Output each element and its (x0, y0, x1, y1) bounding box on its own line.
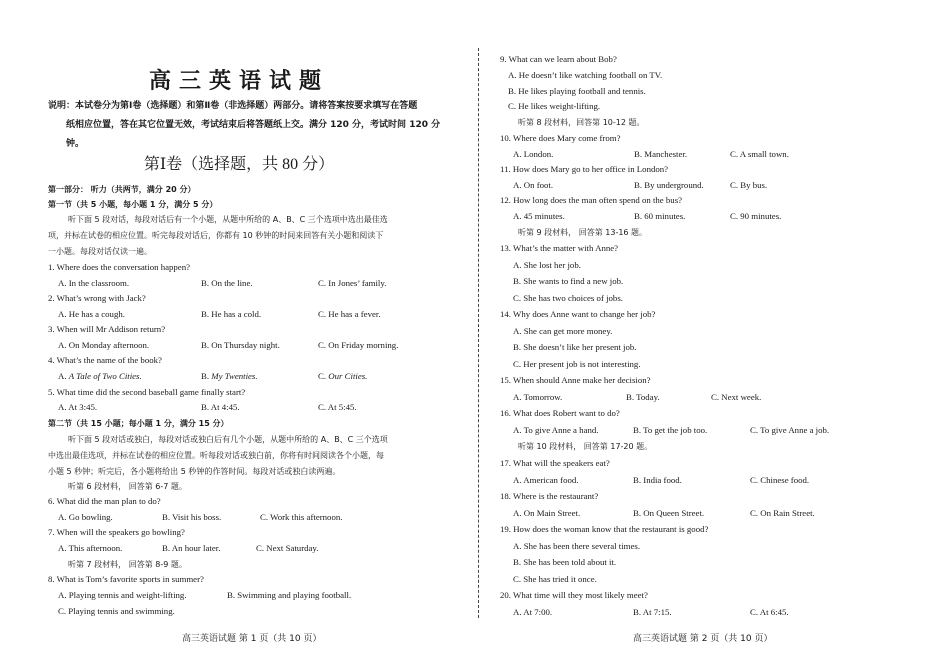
question-20: 20. What time will they most likely meet? (500, 590, 648, 600)
question-13: 13. What’s the matter with Anne? (500, 243, 619, 253)
section-instructions: 中选出最佳选项，并标在试卷的相应位置。听每段对话或独白前，你将有时间阅读各个小题，每 (48, 451, 384, 460)
question-9: 9. What can we learn about Bob? (500, 54, 617, 64)
section-instructions: 听下面 5 段对话或独白，每段对话或独白后有几个小题，从题中所给的 A、B、C 三个选项 (68, 435, 388, 444)
option-b: B. Manchester. (634, 149, 688, 159)
option-b: B. India food. (633, 475, 682, 485)
material-heading: 听第 10 段材料， 回答第 17-20 题。 (518, 442, 653, 451)
option-b: B. She doesn’t like her present job. (513, 342, 637, 352)
option-b: B. Today. (626, 392, 660, 402)
intro-line: 纸相应位置，答在其它位置无效，考试结束后将答题纸上交。满分 120 分，考试时间 120 分 (66, 120, 441, 130)
option-a: A. London. (513, 149, 554, 159)
option-b: B. At 4:45. (201, 402, 240, 412)
option-c: C. He has a fever. (318, 309, 381, 319)
option-a: A. He doesn’t like watching football on TV. (508, 70, 663, 80)
question-6: 6. What did the man plan to do? (48, 496, 161, 506)
question-15: 15. When should Anne make her decision? (500, 375, 651, 385)
material-heading: 听第 6 段材料， 回答第 6-7 题。 (68, 482, 187, 491)
option-a: A. 45 minutes. (513, 211, 565, 221)
option-a: A. In the classroom. (58, 278, 130, 288)
question-8: 8. What is Tom’s favorite sports in summer? (48, 574, 204, 584)
option-a: A. Playing tennis and weight-lifting. (58, 590, 187, 600)
option-b: B. He likes playing football and tennis. (508, 86, 646, 96)
option-c: C. Next Saturday. (256, 543, 319, 553)
intro-line: 说明：本试卷分为第Ⅰ卷（选择题）和第Ⅱ卷（非选择题）两部分。请将答案按要求填写在答题 (48, 101, 418, 111)
page-2 (478, 0, 950, 672)
option-c: C. Work this afternoon. (260, 512, 343, 522)
option-a: A. Go bowling. (58, 512, 113, 522)
option-a: A. On foot. (513, 180, 554, 190)
question-16: 16. What does Robert want to do? (500, 408, 620, 418)
option-a: A. To give Anne a hand. (513, 425, 599, 435)
option-c: C. A small town. (730, 149, 789, 159)
option-b: B. At 7:15. (633, 607, 672, 617)
question-19: 19. How does the woman know that the restaurant is good? (500, 524, 709, 534)
question-4: 4. What’s the name of the book? (48, 355, 162, 365)
option-c: C. Playing tennis and swimming. (58, 606, 175, 616)
option-a: A. This afternoon. (58, 543, 123, 553)
option-c: C. At 6:45. (750, 607, 789, 617)
option-a: A. Tomorrow. (513, 392, 563, 402)
option-c: C. At 5:45. (318, 402, 357, 412)
question-10: 10. Where does Mary come from? (500, 133, 621, 143)
option-c: C. Next week. (711, 392, 762, 402)
question-12: 12. How long does the man often spend on the bus? (500, 195, 683, 205)
option-c: C. To give Anne a job. (750, 425, 830, 435)
option-c: C. Our Cities. (318, 371, 368, 381)
option-c: C. He likes weight-lifting. (508, 101, 601, 111)
option-a: A. At 3:45. (58, 402, 98, 412)
question-17: 17. What will the speakers eat? (500, 458, 610, 468)
option-a: A. American food. (513, 475, 579, 485)
option-b: B. She has been told about it. (513, 557, 617, 567)
volume-heading: 第Ⅰ卷（选择题，共 80 分） (143, 156, 335, 173)
part-heading: 第一部分： 听力（共两节，满分 20 分） (48, 185, 196, 194)
option-b: B. By underground. (634, 180, 704, 190)
section-heading: 第一节（共 5 小题，每小题 1 分，满分 5 分） (48, 200, 218, 209)
exam-title: 高三英语试题 (148, 68, 329, 93)
material-heading: 听第 8 段材料，回答第 10-12 题。 (518, 118, 645, 127)
option-b: B. He has a cold. (201, 309, 262, 319)
material-heading: 听第 9 段材料， 回答第 13-16 题。 (518, 228, 648, 237)
option-a: A. She can get more money. (513, 326, 613, 336)
option-a: A. She lost her job. (513, 260, 581, 270)
material-heading: 听第 7 段材料， 回答第 8-9 题。 (68, 560, 187, 569)
option-c: C. On Friday morning. (318, 340, 399, 350)
option-b: B. 60 minutes. (634, 211, 686, 221)
option-b: B. My Twenties. (201, 371, 258, 381)
option-c: C. On Rain Street. (750, 508, 815, 518)
question-14: 14. Why does Anne want to change her job? (500, 309, 656, 319)
question-2: 2. What’s wrong with Jack? (48, 293, 146, 303)
question-3: 3. When will Mr Addison return? (48, 324, 166, 334)
option-b: B. On Queen Street. (633, 508, 705, 518)
page-footer: 高三英语试题 第 1 页（共 10 页） (182, 634, 322, 644)
question-11: 11. How does Mary go to her office in London? (500, 164, 669, 174)
section-instructions: 小题 5 秒钟；听完后，各小题将给出 5 秒钟的作答时间。每段对话或独白读两遍。 (48, 467, 341, 476)
option-b: B. To get the job too. (633, 425, 708, 435)
option-c: C. Her present job is not interesting. (513, 359, 641, 369)
option-a: A. A Tale of Two Cities. (58, 371, 142, 381)
section-heading: 第二节（共 15 小题；每小题 1 分，满分 15 分） (48, 419, 229, 428)
question-5: 5. What time did the second baseball game finally start? (48, 387, 246, 397)
option-a: A. He has a cough. (58, 309, 125, 319)
question-18: 18. Where is the restaurant? (500, 491, 599, 501)
option-c: C. She has tried it once. (513, 574, 597, 584)
option-b: B. Visit his boss. (162, 512, 222, 522)
option-a: A. On Main Street. (513, 508, 581, 518)
option-b: B. Swimming and playing football. (227, 590, 352, 600)
option-c: C. 90 minutes. (730, 211, 782, 221)
section-instructions: 一小题。每段对话仅读一遍。 (48, 247, 152, 256)
exam-instructions (48, 97, 458, 154)
option-a: A. She has been there several times. (513, 541, 641, 551)
question-7: 7. When will the speakers go bowling? (48, 527, 185, 537)
option-c: C. By bus. (730, 180, 768, 190)
section-instructions: 听下面 5 段对话，每段对话后有一个小题，从题中所给的 A、B、C 三个选项中选出最佳选 (68, 215, 388, 224)
option-a: A. On Monday afternoon. (58, 340, 150, 350)
option-b: B. On the line. (201, 278, 253, 288)
intro-line: 钟。 (66, 139, 85, 149)
section-instructions: 项，并标在试卷的相应位置。听完每段对话后，你都有 10 秒钟的时间来回答有关小题和阅读下 (48, 231, 384, 240)
question-1: 1. Where does the conversation happen? (48, 262, 191, 272)
option-c: C. Chinese food. (750, 475, 810, 485)
option-b: B. An hour later. (162, 543, 221, 553)
page-footer: 高三英语试题 第 2 页（共 10 页） (633, 634, 773, 644)
option-b: B. She wants to find a new job. (513, 276, 624, 286)
option-a: A. At 7:00. (513, 607, 553, 617)
option-c: C. In Jones’ family. (318, 278, 387, 288)
option-b: B. On Thursday night. (201, 340, 280, 350)
option-c: C. She has two choices of jobs. (513, 293, 623, 303)
